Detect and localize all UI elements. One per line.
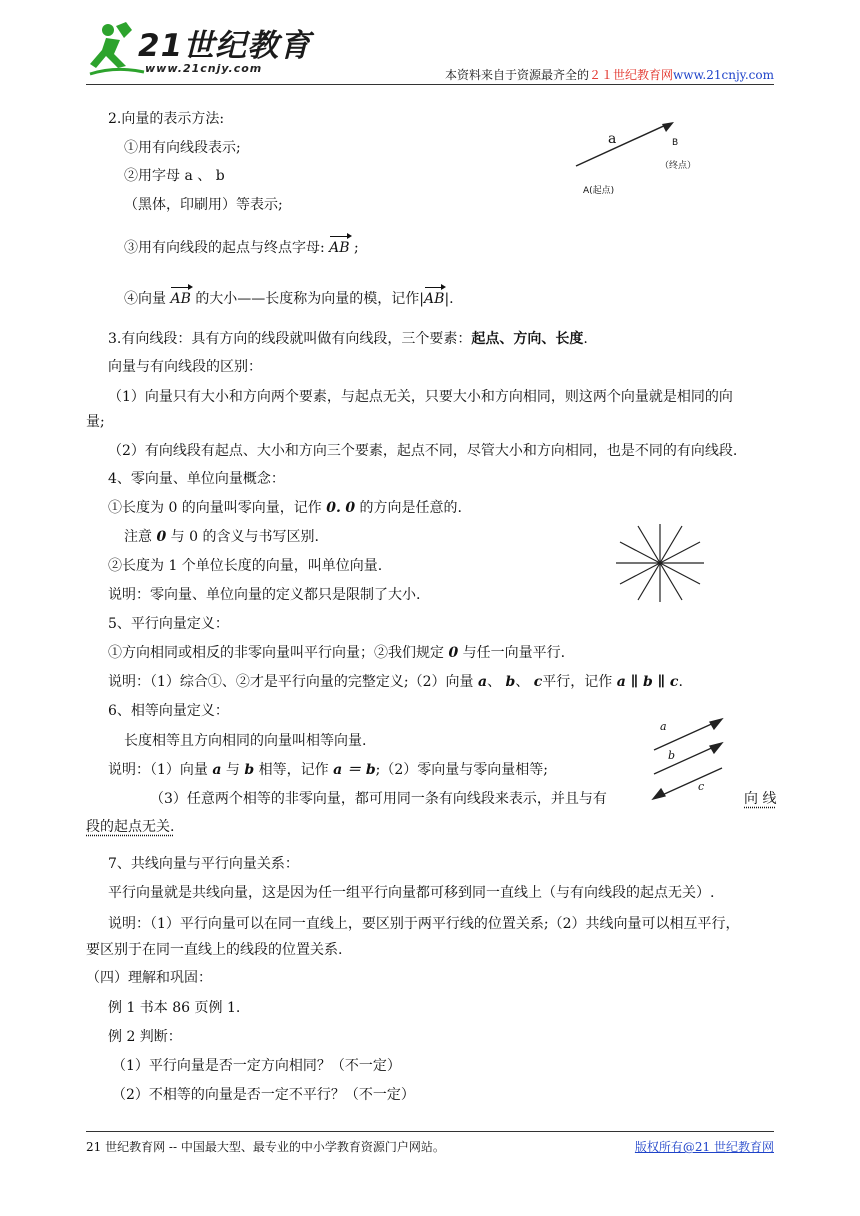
equal-notation: a ＝ b	[333, 762, 376, 778]
s4-note-a: 注意	[124, 529, 152, 545]
fig1-label-a: a	[608, 131, 617, 147]
fig1-label-start: A(起点)	[583, 186, 615, 196]
s5-item1-a: ①方向相同或相反的非零向量叫平行向量；②我们规定	[108, 645, 444, 661]
diff-item1: （1）向量只有大小和方向两个要素，与起点无关，只要大小和方向相同，则这两个向量就是相同的向	[108, 389, 733, 405]
runner-logo-icon	[86, 18, 146, 80]
s7-title: 7、共线向量与平行向量关系：	[108, 856, 299, 872]
s2-item4-c: |.	[444, 291, 454, 307]
s6-desc-c: 与	[225, 762, 240, 778]
s5-desc	[108, 672, 683, 692]
s4-item1-a: ①长度为 0 的向量叫零向量，记作	[108, 500, 322, 516]
fig3-label-b: b	[668, 749, 676, 762]
zero-vector-star-icon	[612, 522, 708, 604]
s4-item1-dot: .	[336, 500, 341, 516]
source-name: ２１世纪教育网	[589, 68, 674, 82]
vector-ab: AB	[170, 291, 191, 307]
s2-item3-text: ③用有向线段的起点与终点字母:	[124, 240, 325, 256]
vector-a: a	[477, 674, 488, 690]
s4-item2: ②长度为 1 个单位长度的向量，叫单位向量.	[108, 558, 383, 574]
s5-desc-end: .	[678, 674, 683, 690]
s5-desc-a: 说明：（1）综合①、②才是平行向量的完整定义;（2）向量	[108, 674, 474, 690]
s6-item3-b: 向 线	[744, 791, 777, 807]
vector-a: a	[212, 762, 222, 778]
footer-copyright-link[interactable]: 版权所有@21 世纪教育网	[634, 1140, 774, 1154]
example-2-q2: （2）不相等的向量是否一定不平行？（不一定）	[112, 1087, 415, 1103]
fig1-label-b: B	[672, 138, 679, 148]
s7-desc2: 要区别于在同一直线上的线段的位置关系.	[86, 942, 343, 958]
s6-item3-a: （3）任意两个相等的非零向量，都可用同一条有向线段来表示，并且与有	[150, 791, 607, 807]
fig1-label-end: （终点）	[660, 161, 697, 171]
s2-item2: ②用字母 a 、 b	[124, 168, 225, 184]
header-source	[445, 66, 774, 83]
s2-title: 2.向量的表示方法:	[108, 111, 225, 127]
s4-note-c: 与 0 的含义与书写区别.	[170, 529, 319, 545]
s5-title: 5、平行向量定义：	[108, 616, 229, 632]
diff-item2: （2）有向线段有起点、大小和方向三个要素，起点不同，尽管大小和方向相同，也是不同的有向线段.	[108, 443, 738, 459]
s6-title: 6、相等向量定义：	[108, 703, 229, 719]
fig3-label-c: c	[698, 780, 705, 793]
fig3-label-a: a	[660, 720, 667, 733]
s6-item1: 长度相等且方向相同的向量叫相等向量.	[124, 733, 367, 749]
zero-vector-symbol: 0	[326, 500, 337, 516]
s5-desc-g: 平行，记作	[542, 674, 613, 690]
s5-desc-sep: 、	[487, 674, 502, 690]
s8-title: （四）理解和巩固：	[86, 970, 212, 986]
s5-item1	[108, 643, 565, 663]
s7-item1: 平行向量就是共线向量，这是因为任一组平行向量都可移到同一直线上（与有向线段的起点无关）.	[108, 885, 715, 901]
s3-end: .	[583, 331, 588, 347]
diff-title: 向量与有向线段的区别：	[108, 359, 262, 375]
s2-item2b: （黑体，印刷用）等表示;	[124, 197, 283, 213]
s2-item1: ①用有向线段表示;	[124, 140, 241, 156]
vector-c: c	[533, 674, 543, 690]
vector-ab: AB	[424, 291, 445, 307]
source-url[interactable]: www.21cnjy.com	[673, 68, 774, 82]
s3-text: 3.有向线段：具有方向的线段就叫做有向线段，三个要素：	[108, 331, 472, 347]
s6-item3-c: 段的起点无关.	[86, 819, 175, 835]
s4-item1-e: 的方向是任意的.	[359, 500, 462, 516]
example-2: 例 2 判断：	[108, 1029, 182, 1045]
footer-left: 21 世纪教育网 -- 中国最大型、最专业的中小学教育资源门户网站。	[86, 1140, 445, 1154]
s2-item4	[124, 289, 454, 309]
s6-item3	[150, 789, 607, 809]
source-prefix: 本资料来自于资源最齐全的	[445, 68, 590, 82]
s4-desc: 说明：零向量、单位向量的定义都只是限制了大小.	[108, 587, 421, 603]
header-rule	[86, 84, 774, 85]
logo-text: 21世纪教育	[138, 28, 312, 64]
s4-title: 4、零向量、单位向量概念：	[108, 471, 285, 487]
s6-desc-a: 说明：（1）向量	[108, 762, 208, 778]
s5-desc-sep: 、	[515, 674, 530, 690]
vector-ab: AB	[329, 240, 350, 256]
s2-item4-b: 的大小——长度称为向量的模，记作|	[195, 291, 425, 307]
s6-desc-e: 相等，记作	[258, 762, 329, 778]
example-2-q1: （1）平行向量是否一定方向相同？（不一定）	[112, 1058, 401, 1074]
zero-vector-symbol: 0	[156, 529, 167, 545]
s4-item1	[108, 498, 462, 518]
s2-item4-a: ④向量	[124, 291, 166, 307]
zero-vector-symbol: 0	[345, 500, 356, 516]
vector-b: b	[505, 674, 516, 690]
footer-rule	[86, 1131, 774, 1132]
s2-item3	[124, 238, 359, 258]
s6-desc	[108, 760, 548, 780]
parallel-notation: a ∥ b ∥ c	[616, 674, 679, 690]
example-1: 例 1 书本 86 页例 1.	[108, 1000, 241, 1016]
zero-vector-symbol: 0	[448, 645, 459, 661]
s6-desc-g: ;（2）零向量与零向量相等;	[375, 762, 549, 778]
s7-desc1: 说明：（1）平行向量可以在同一直线上，要区别于两平行线的位置关系;（2）共线向量可以相互平行，	[108, 916, 740, 932]
diff-item1b: 量;	[86, 414, 105, 430]
s4-note	[124, 527, 319, 547]
s3-line	[108, 329, 588, 349]
s2-item3-end: ;	[354, 240, 359, 256]
s5-item1-c: 与任一向量平行.	[462, 645, 566, 661]
vector-b: b	[244, 762, 255, 778]
s3-bold: 起点、方向、长度	[471, 331, 584, 347]
logo-url: www.21cnjy.com	[145, 62, 263, 75]
